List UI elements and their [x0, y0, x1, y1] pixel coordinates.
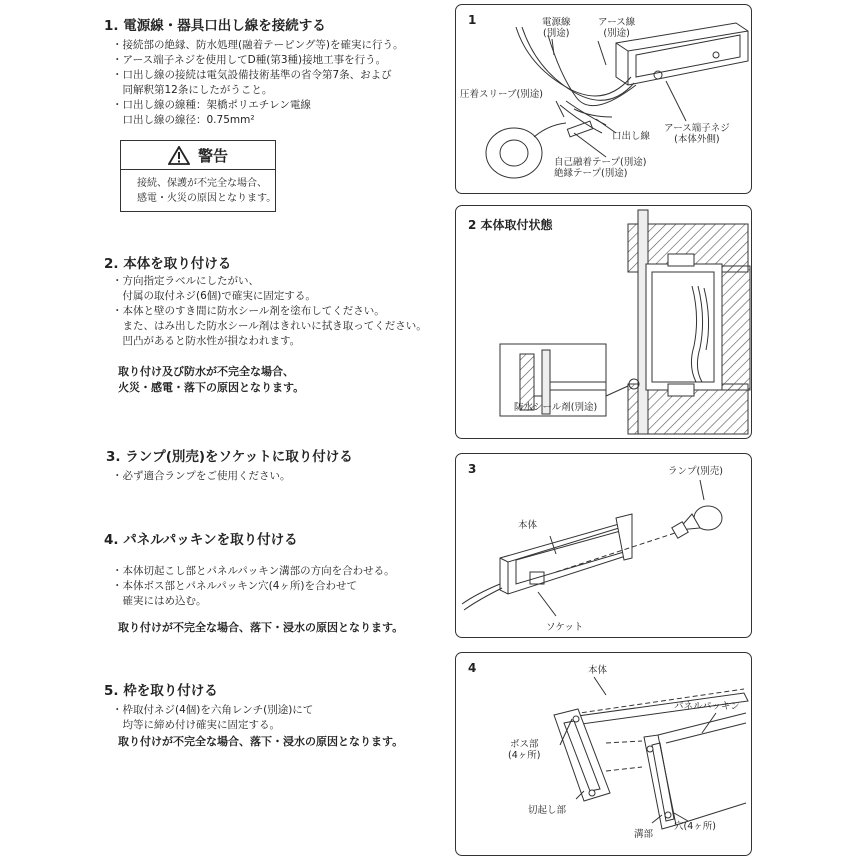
- section-1-line: ・口出し線の接続は電気設備技術基準の省令第7条、および: [112, 69, 392, 81]
- figure-1-panel: [455, 4, 752, 194]
- fig1-sleeve-label: 圧着スリーブ(別途): [460, 89, 543, 100]
- section-1-line: ・接続部の絶縁、防水処理(融着テーピング等)を確実に行う。: [112, 39, 404, 51]
- fig4-tab-label: 切起し部: [528, 805, 567, 816]
- section-2-caution-line: 火災・感電・落下の原因となります。: [118, 381, 305, 394]
- fig4-hole-label: 穴(4ヶ所): [674, 821, 716, 832]
- figure-2-title: 2 本体取付状態: [468, 218, 553, 232]
- section-5-line: 均等に締め付け確実に固定する。: [112, 719, 280, 731]
- warning-triangle-icon: [168, 146, 190, 165]
- fig3-socket-label: ソケット: [546, 622, 584, 633]
- section-2-line: また、はみ出した防水シール剤はきれいに拭き取ってください。: [112, 320, 427, 332]
- fig4-body-label: 本体: [588, 665, 608, 676]
- figure-1-number: 1: [468, 13, 477, 27]
- section-2-heading: 2. 本体を取り付ける: [104, 256, 232, 272]
- section-1-line: 口出し線の線径：0.75mm²: [112, 114, 255, 126]
- fig1-tape-label: 自己融着テープ(別途) 絶縁テープ(別途): [554, 157, 647, 179]
- section-5-caution: 取り付けが不完全な場合、落下・浸水の原因となります。: [118, 735, 404, 748]
- section-1-line: ・口出し線の線種：架橋ポリエチレン電線: [112, 99, 311, 111]
- fig4-boss-label: ボス部 (4ヶ所): [508, 739, 541, 761]
- section-5-line: ・枠取付ネジ(4個)を六角レンチ(別途)にて: [112, 704, 314, 716]
- figure-3-number: 3: [468, 462, 477, 476]
- section-1-line: 同解釈第12条にしたがうこと。: [112, 84, 273, 96]
- section-2-line: ・方向指定ラベルにしたがい、: [112, 275, 259, 287]
- warning-line: 感電・火災の原因となります。: [137, 193, 277, 204]
- fig2-sealant-label: 防水シール剤(別途): [514, 402, 598, 413]
- section-2-line: 付属の取付ネジ(6個)で確実に固定する。: [112, 290, 316, 302]
- figure-3-drawing: [456, 454, 751, 637]
- figure-4-panel: [455, 652, 752, 856]
- section-4-line: 確実にはめ込む。: [112, 595, 207, 607]
- fig4-packing-label: パネルパッキン: [674, 701, 740, 712]
- section-5-body: [112, 703, 313, 733]
- fig1-power-line-label: 電源線 (別途): [542, 17, 571, 39]
- fig3-lamp-label: ランプ(別売): [668, 466, 723, 477]
- fig1-earth-line-label: アース線 (別途): [598, 17, 636, 39]
- section-4-line: ・本体ボス部とパネルパッキン穴(4ヶ所)を合わせて: [112, 580, 358, 592]
- section-1-heading: 1. 電源線・器具口出し線を接続する: [104, 18, 326, 34]
- figure-4-number: 4: [468, 661, 477, 675]
- figure-2-drawing: [456, 206, 751, 438]
- section-2-body: [112, 274, 427, 349]
- section-3-line: ・必ず適合ランプをご使用ください。: [112, 470, 291, 482]
- section-2-caution: [118, 364, 304, 396]
- fig3-body-label: 本体: [518, 520, 538, 531]
- section-4-line: ・本体切起こし部とパネルパッキン溝部の方向を合わせる。: [112, 565, 395, 577]
- section-1-line: ・アース端子ネジを使用してD種(第3種)接地工事を行う。: [112, 54, 387, 66]
- section-2-caution-line: 取り付け及び防水が不完全な場合、: [118, 365, 294, 378]
- section-2-line: ・本体と壁のすき間に防水シール剤を塗布してください。: [112, 305, 385, 317]
- section-2-line: 凹凸があると防水性が損なわれます。: [112, 335, 301, 347]
- warning-box: [120, 140, 276, 212]
- warning-title: 警告: [197, 146, 228, 165]
- section-3-heading: 3. ランプ(別売)をソケットに取り付ける: [106, 449, 353, 465]
- warning-header: [121, 141, 275, 170]
- fig4-groove-label: 溝部: [634, 829, 654, 840]
- fig1-earth-screw-label: アース端子ネジ (本体外側): [664, 123, 730, 145]
- section-4-heading: 4. パネルパッキンを取り付ける: [104, 532, 298, 548]
- section-1-body: [112, 38, 403, 128]
- figure-3-panel: [455, 453, 752, 638]
- fig1-lead-wire-label: 口出し線: [612, 131, 651, 142]
- section-4-body: [112, 564, 395, 609]
- warning-line: 接続、保護が不完全な場合、: [137, 178, 267, 189]
- figure-2-panel: [455, 205, 752, 439]
- section-4-caution: 取り付けが不完全な場合、落下・浸水の原因となります。: [118, 621, 404, 634]
- section-5-heading: 5. 枠を取り付ける: [104, 683, 218, 699]
